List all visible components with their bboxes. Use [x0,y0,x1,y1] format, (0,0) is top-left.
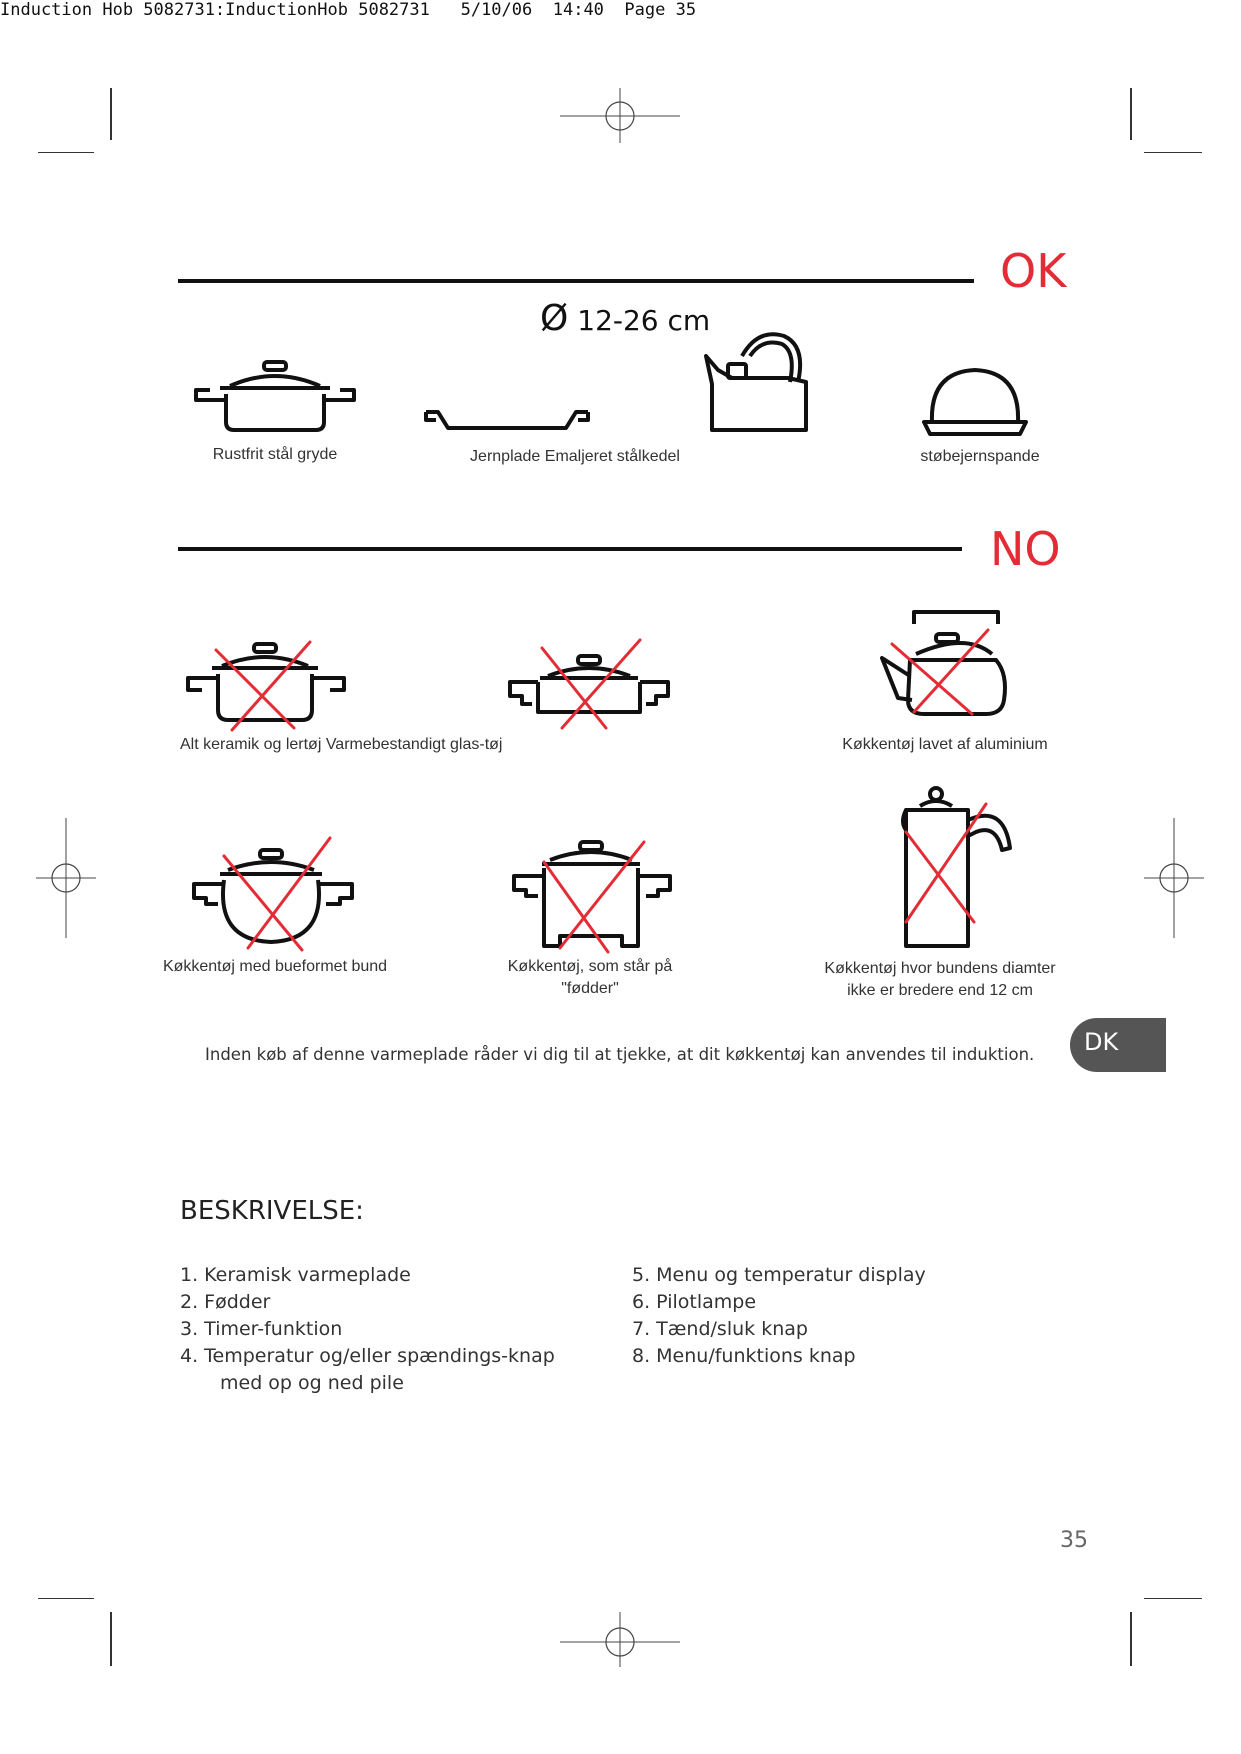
no-divider [178,547,962,551]
no-caption-4: Køkkentøj med bueformet bund [162,958,388,975]
description-item-4: 4. Temperatur og/eller spændings-knap [180,1345,555,1367]
no-caption-5-line1: Køkkentøj, som står på [507,958,673,975]
language-tab [1070,1018,1166,1072]
page-number: 35 [1060,1528,1088,1553]
ok-caption-4: støbejernspande [920,448,1040,465]
no-caption-6-line1: Køkkentøj hvor bundens diamter [824,960,1056,977]
casserole-pot-icon [190,358,360,438]
diameter-range [540,298,710,339]
registration-mark-left [36,818,96,938]
aluminium-kettle-icon [876,604,1012,722]
no-caption-6 [810,958,1070,1002]
cast-iron-pan-icon [922,366,1028,438]
registration-mark-right [1144,818,1204,938]
printer-slug [0,0,1241,20]
ok-divider [178,279,974,283]
ok-caption-2: Jernplade Emaljeret stålkedel [470,448,680,465]
description-item-4-cont: med op og ned pile [220,1372,404,1394]
induction-note: Inden køb af denne varmeplade råder vi dig til at tjekke, at dit køkkentøj kan anvendes til induktion. [205,1045,1035,1064]
slug-time: 14:40 [552,0,604,20]
flat-pan-icon [422,402,592,438]
glass-pot-icon [500,638,676,734]
description-list-left [180,1262,555,1397]
description-list-right [632,1262,926,1370]
description-item-6: 6. Pilotlampe [632,1291,757,1313]
curved-bottom-pot-icon [186,830,360,956]
description-item-7: 7. Tænd/sluk knap [632,1318,808,1340]
diameter-text: 12-26 cm [577,304,711,337]
no-caption-5-line2: "fødder" [561,980,619,997]
slug-page: Page 35 [624,0,697,20]
description-heading: BESKRIVELSE: [180,1196,364,1226]
description-item-3: 3. Timer-funktion [180,1318,343,1340]
description-item-5: 5. Menu og temperatur display [632,1264,926,1286]
no-label: NO [990,522,1061,576]
diameter-symbol: Ø [540,298,569,339]
narrow-coffee-pot-icon [892,782,1022,954]
ok-caption-1: Rustfrit stål gryde [212,446,338,463]
slug-date: 5/10/06 [460,0,533,20]
no-caption-6-line2: ikke er bredere end 12 cm [847,982,1033,999]
footed-pot-icon [504,836,680,960]
description-item-8: 8. Menu/funktions knap [632,1345,856,1367]
kettle-icon [698,326,816,438]
description-item-1: 1. Keramisk varmeplade [180,1264,411,1286]
no-caption-3: Køkkentøj lavet af aluminium [842,736,1048,753]
ceramic-pot-icon [182,638,350,734]
no-caption-5 [490,956,690,1000]
description-item-2: 2. Fødder [180,1291,271,1313]
registration-mark-bottom [560,1612,680,1672]
registration-mark-top [560,88,680,148]
language-tab-label: DK [1084,1028,1119,1056]
ok-label: OK [1000,244,1067,298]
slug-file: Induction Hob 5082731:InductionHob 5082731 [0,0,430,20]
no-caption-1: Alt keramik og lertøj Varmebestandigt glas-tøj [180,736,503,753]
